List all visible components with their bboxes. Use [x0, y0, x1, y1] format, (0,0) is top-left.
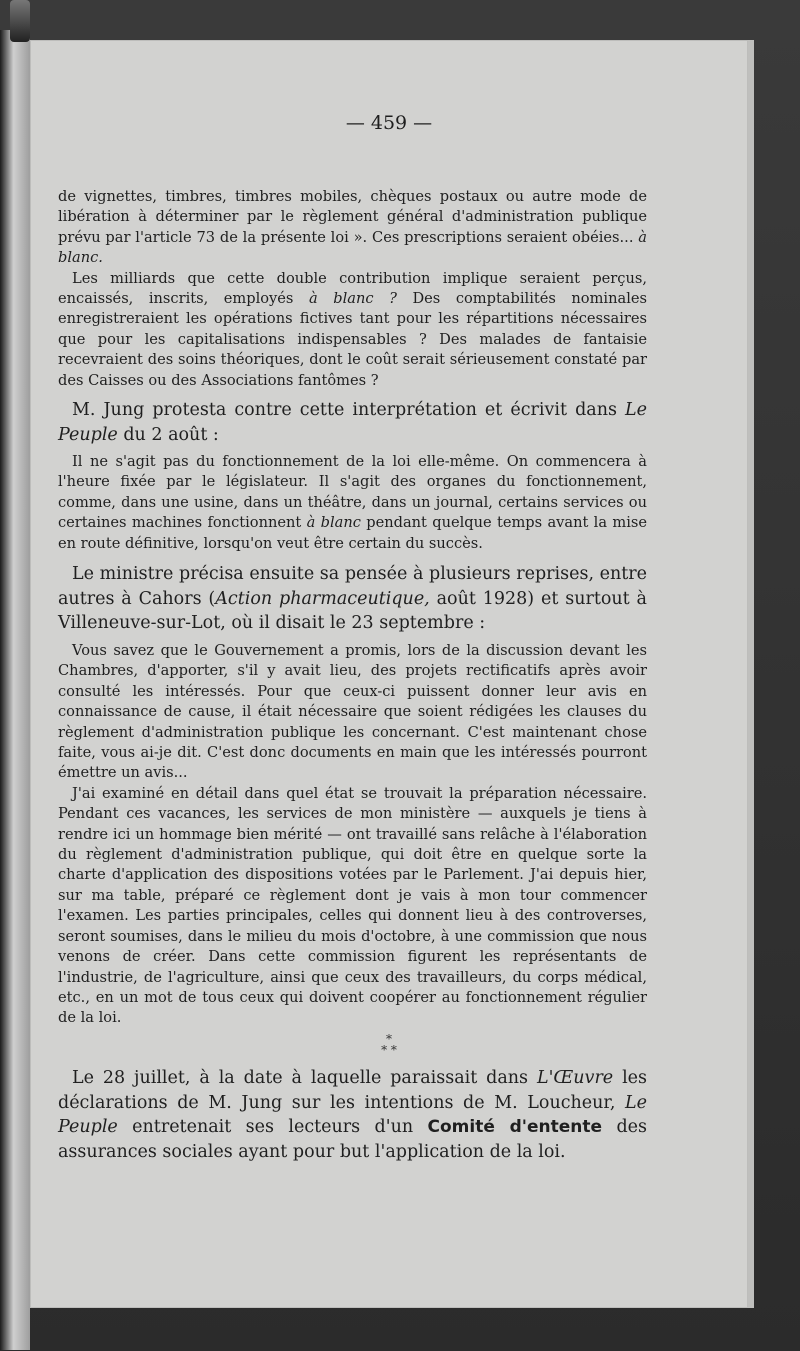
- paragraph-4-text-b: pendant quelque temps avant la mise en route définitive, lorsqu'on veut être certain du succès.: [58, 514, 648, 552]
- paragraph-3-text-b: du 2 août :: [117, 424, 219, 445]
- paragraph-4-italic: à blanc: [306, 514, 361, 532]
- paragraph-2: [58, 269, 647, 391]
- paragraph-4-text-a: Il ne s'agit pas du fonctionnement de la loi elle-même. On commencera à l'heure fixée par le législateur. Il s'agit des organes du fonctionnement, comme, dans une usine, dans un théâtre, dans un journal, certains services ou certaines machines fonctionnent: [58, 453, 647, 532]
- paragraph-5-italic: Action pharmaceutique,: [215, 588, 430, 609]
- paragraph-8-text-d: des assurances sociales ayant pour but l'application de la loi.: [58, 1117, 647, 1162]
- paragraph-1: [58, 187, 647, 269]
- paragraph-8: [58, 1066, 647, 1164]
- page-edge-shadow: [748, 40, 754, 1308]
- paragraph-6: Vous savez que le Gouvernement a promis, lors de la discussion devant les Chambres, d'apporter, s'il y avait lieu, des projets rectificatifs après avoir consulté les intéressés. Pour que ceux-ci puissent donner leur avis en connaissance de cause, il était nécessaire que soient rédigées les clauses du règlement d'administration publique les concernant. C'est maintenant chose faite, vous ai-je dit. C'est donc documents en main que les intéressés pourront émettre un avis...: [58, 642, 647, 782]
- paragraph-3-italic: Le Peuple: [58, 400, 647, 445]
- paragraph-3-text-a: M. Jung protesta contre cette interprétation et écrivit dans: [72, 400, 626, 420]
- paragraph-8-text-c: entretenait ses lecteurs d'un: [117, 1117, 428, 1137]
- paragraph-8-italic-oeuvre: L'Œuvre: [536, 1068, 614, 1088]
- paragraph-1-italic: à blanc.: [58, 228, 647, 267]
- paragraph-5-text-a: Le ministre précisa ensuite sa pensée à plusieurs reprises, entre autres à Cahors (: [58, 564, 647, 609]
- paragraph-7: J'ai examiné en détail dans quel état se trouvait la préparation nécessaire. Pendant ces vacances, les services de mon ministère — auxquels je tiens à rendre ici un hommage bien mérité — ont travaillé sans relâche à l'élaboration du règlement d'administration publique, qui doit être en quelque sorte la charte d'application des dispositions votées par le Parlement. J'ai depuis hier, sur ma table, préparé ce règlement dont je vais à mon tour commencer l'examen. Les parties principales, celles qui donnent lieu à des controverses, seront soumises, dans le milieu du mois d'octobre, à une commission que nous venons de créer. Dans cette commission figurent les représentants de l'industrie, de l'agriculture, ainsi que ceux des travailleurs, du corps médical, etc., en un mot de tous ceux qui doivent coopérer au fonctionnement régulier de la loi.: [58, 784, 647, 1027]
- paragraph-8-text-a: Le 28 juillet, à la date à laquelle paraissait dans: [72, 1068, 537, 1088]
- paragraph-2-text-a: Les milliards que cette double contribution implique seraient perçus, encaissés, inscrits, employés: [58, 269, 647, 308]
- text-block-quote-ministre: [58, 641, 647, 1029]
- text-block-ministre: [58, 562, 647, 636]
- paragraph-3: [58, 398, 647, 447]
- paragraph-8-text-b: les déclarations de M. Jung sur les intentions de M. Loucheur,: [58, 1068, 648, 1113]
- paragraph-8-bold-comite: Comité d'entente: [427, 1117, 603, 1137]
- binding-clip: [10, 0, 30, 42]
- book-binding-edge: [0, 30, 30, 1350]
- text-block-comite: [58, 1066, 647, 1164]
- text-block-quote-jung: [58, 452, 647, 554]
- text-block-intro: [58, 187, 647, 391]
- paragraph-4: [58, 452, 647, 554]
- paragraph-5: [58, 562, 647, 636]
- paragraph-8-italic-peuple: Le Peuple: [58, 1092, 647, 1137]
- paragraph-1-text: de vignettes, timbres, timbres mobiles, chèques postaux ou autre mode de libération à déterminer par le règlement général d'administration publique prévu par l'article 73 de la présente loi ». Ces prescriptions seraient obéies...: [58, 188, 647, 246]
- asterism: * * *: [381, 1032, 397, 1057]
- page-number: — 459 —: [345, 112, 433, 134]
- text-block-jung: [58, 398, 647, 447]
- section-separator-asterisks: [30, 1034, 748, 1056]
- paragraph-2-italic: à blanc ?: [308, 290, 397, 308]
- paragraph-2-text-b: Des comptabilités nominales enregistreraient les opérations fictives tant pour les répartitions nécessaires que pour les capitalisations indispensables ? Des malades de fantaisie recevraient des soins théoriques, dont le coût serait sérieusement constaté par des Caisses ou des Associations fantômes ?: [58, 290, 647, 389]
- paragraph-5-text-b: août 1928) et surtout à Villeneuve-sur-Lot, où il disait le 23 septembre :: [58, 588, 647, 633]
